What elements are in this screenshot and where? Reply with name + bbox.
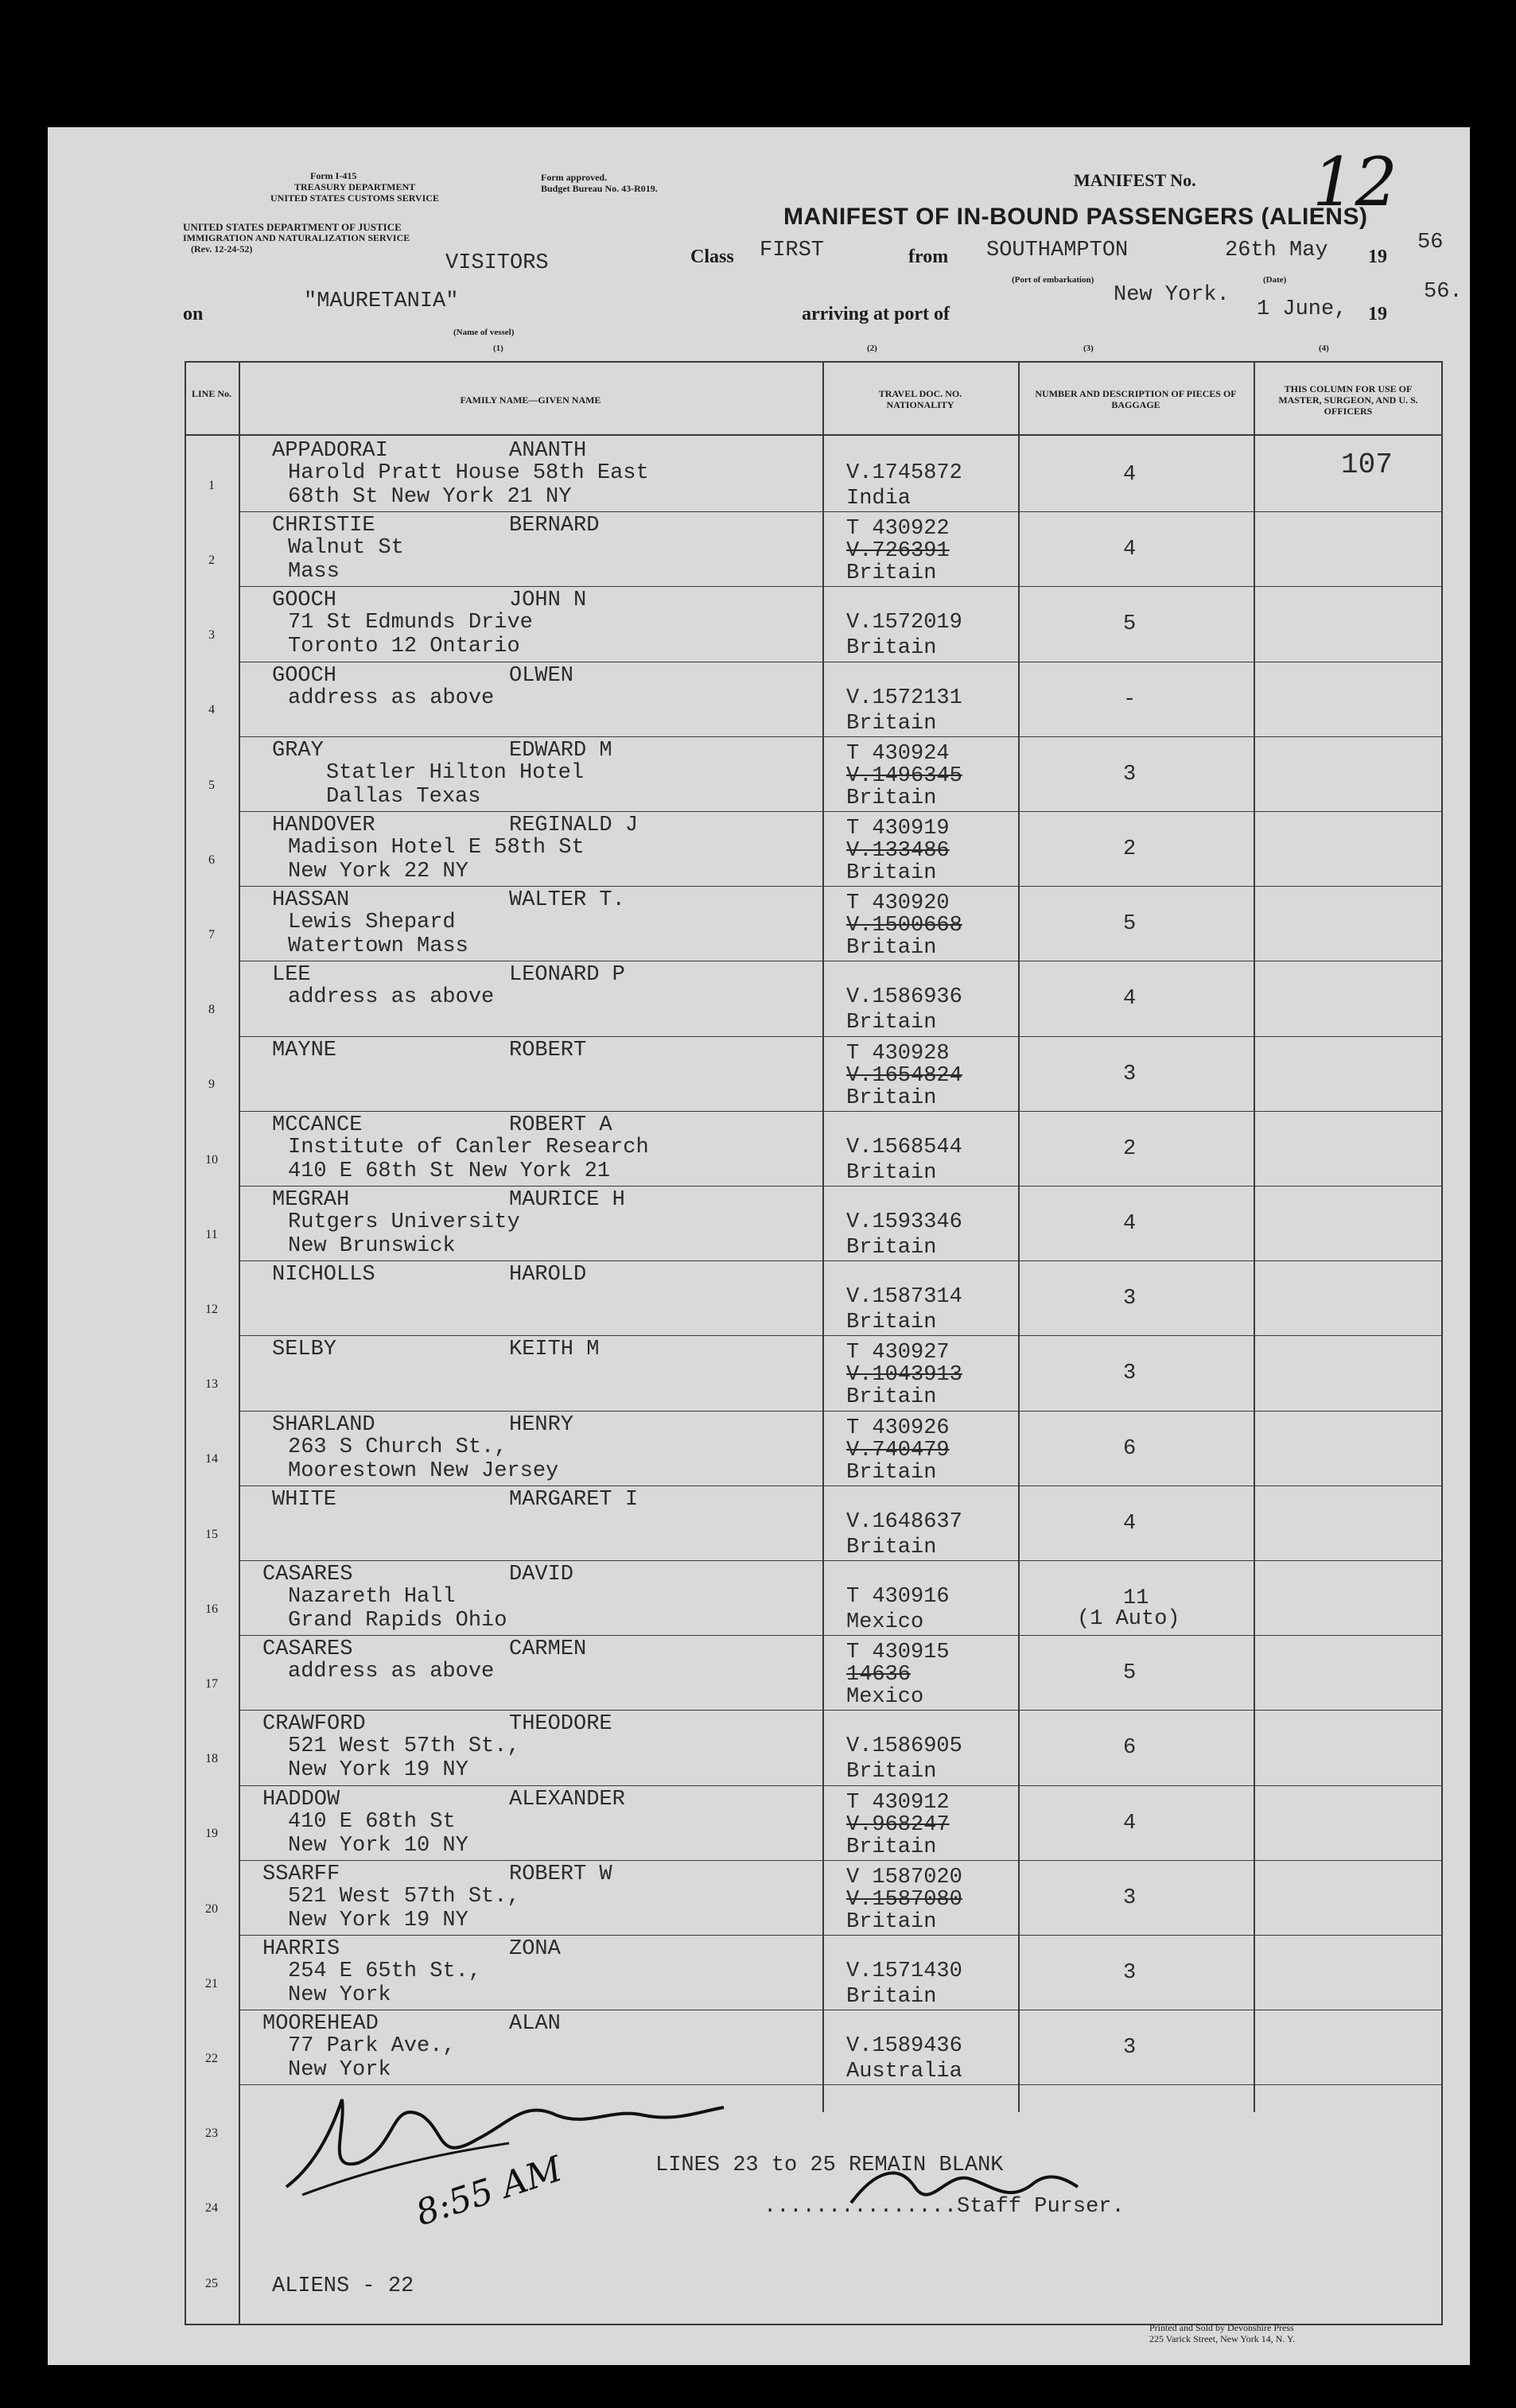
line-number: 14 xyxy=(205,1452,218,1466)
address-line-2: Dallas Texas xyxy=(326,784,481,809)
col-header-name: FAMILY NAME—GIVEN NAME xyxy=(460,394,601,406)
given-name: ROBERT xyxy=(509,1038,587,1062)
baggage-count: 4 xyxy=(1123,987,1137,1012)
date-year: 56 xyxy=(1417,231,1444,254)
line-number: 19 xyxy=(205,1827,218,1841)
address-line-1: Rutgers University xyxy=(288,1210,520,1234)
table-row xyxy=(185,812,1443,887)
table-row xyxy=(185,1486,1443,1561)
address-line-2: Mass xyxy=(288,560,340,585)
given-name: DAVID xyxy=(509,1563,574,1587)
handwritten-time: 8:55 AM xyxy=(410,2148,567,2235)
date-caption: (Date) xyxy=(1263,275,1287,285)
date-year-prefix: 19 xyxy=(1368,247,1387,267)
line-number: 7 xyxy=(208,927,215,942)
nationality: Britain xyxy=(846,936,937,961)
address-line-1: 71 St Edmunds Drive xyxy=(288,611,533,635)
nationality: Britain xyxy=(846,1535,937,1559)
line-number: 20 xyxy=(205,1901,218,1916)
travel-doc-number: T 430919 xyxy=(846,817,950,841)
address-line-1: Madison Hotel E 58th St xyxy=(288,836,585,860)
line-number: 15 xyxy=(205,1527,218,1541)
travel-doc-number: V.1593346 xyxy=(846,1210,962,1234)
family-name: SHARLAND xyxy=(272,1412,375,1437)
table-row xyxy=(185,1412,1443,1486)
given-name: EDWARD M xyxy=(509,738,612,763)
from-value: SOUTHAMPTON xyxy=(986,239,1129,262)
baggage-count: 6 xyxy=(1123,1736,1137,1761)
family-name: MEGRAH xyxy=(272,1188,350,1212)
family-name: HANDOVER xyxy=(272,814,375,837)
line-number: 11 xyxy=(205,1227,218,1241)
table-row xyxy=(185,1261,1443,1336)
address-line-2: New York 10 NY xyxy=(288,1833,468,1858)
given-name: BERNARD xyxy=(509,514,600,538)
travel-doc-number: V 1587020 xyxy=(846,1865,962,1890)
travel-doc-number: V.1745872 xyxy=(846,461,962,485)
address-line-2: New York xyxy=(288,1983,391,2007)
address-line-1: address as above xyxy=(288,1660,495,1684)
table-row xyxy=(185,1786,1443,1861)
table-row xyxy=(185,662,1443,737)
travel-doc-struck: V.968247 xyxy=(846,1812,950,1837)
line-number: 12 xyxy=(205,1302,218,1316)
address-line-2: New York 19 NY xyxy=(288,1908,468,1932)
line-number: 5 xyxy=(208,778,215,792)
nationality: Britain xyxy=(846,1160,937,1185)
nationality: Mexico xyxy=(846,1610,924,1634)
baggage-count: 3 xyxy=(1123,1886,1137,1910)
family-name: HARRIS xyxy=(262,1937,340,1961)
given-name: OLWEN xyxy=(509,663,574,688)
baggage-count: 4 xyxy=(1123,463,1137,487)
col-header-travel: TRAVEL DOC. NO. NATIONALITY xyxy=(878,388,962,410)
baggage-count: 3 xyxy=(1123,1361,1137,1386)
line-number: 2 xyxy=(208,553,215,567)
on-label: on xyxy=(183,304,204,324)
col-header-line-no: LINE No. xyxy=(191,388,231,399)
family-name: HASSAN xyxy=(272,888,350,913)
given-name: HAROLD xyxy=(509,1263,587,1288)
travel-doc-number: T 430915 xyxy=(846,1641,950,1665)
printer-imprint-1: Printed and Sold by Devonshire Press xyxy=(1149,2322,1294,2333)
baggage-count: 4 xyxy=(1123,1511,1137,1536)
travel-doc-struck: 14636 xyxy=(846,1663,912,1688)
nationality: Britain xyxy=(846,1311,937,1335)
address-line-1: Institute of Canler Research xyxy=(288,1135,649,1159)
travel-doc-struck: V.1043913 xyxy=(846,1363,962,1388)
address-line-2: New Brunswick xyxy=(288,1234,456,1258)
nationality: Britain xyxy=(846,711,937,736)
travel-doc-number: T 430920 xyxy=(846,891,950,916)
family-name: GOOCH xyxy=(272,663,337,688)
line-number: 25 xyxy=(205,2276,218,2290)
table-row xyxy=(185,1187,1443,1261)
nationality: Mexico xyxy=(846,1685,924,1710)
dept-customs: UNITED STATES CUSTOMS SERVICE xyxy=(270,192,439,204)
address-line-2: New York xyxy=(288,2058,391,2083)
family-name: CASARES xyxy=(262,1637,353,1662)
line-number: 1 xyxy=(208,478,215,492)
nationality: Britain xyxy=(846,1011,937,1035)
family-name: GOOCH xyxy=(272,588,337,613)
lines-blank-note: LINES 23 to 25 REMAIN BLANK xyxy=(655,2154,1004,2177)
baggage-note: (1 Auto) xyxy=(1077,1607,1180,1631)
address-line-1: Statler Hilton Hotel xyxy=(326,760,585,785)
baggage-count: 3 xyxy=(1123,762,1137,786)
table-row xyxy=(185,1037,1443,1112)
family-name: MOOREHEAD xyxy=(262,2012,379,2037)
manifest-title: MANIFEST OF IN-BOUND PASSENGERS (ALIENS) xyxy=(783,204,1368,230)
baggage-count: 3 xyxy=(1123,2036,1137,2060)
manifest-no-label: MANIFEST No. xyxy=(1074,170,1196,190)
date-value: 26th May xyxy=(1225,239,1328,262)
col-num-1: (1) xyxy=(493,344,503,353)
family-name: WHITE xyxy=(272,1487,337,1512)
address-line-2: Toronto 12 Ontario xyxy=(288,635,520,659)
table-row xyxy=(185,961,1443,1036)
travel-doc-struck: V.726391 xyxy=(846,539,950,564)
table-row xyxy=(185,512,1443,587)
line-number: 21 xyxy=(205,1976,218,1990)
travel-doc-number: V.1572131 xyxy=(846,686,962,710)
address-line-1: 254 E 65th St., xyxy=(288,1959,482,1983)
table-row xyxy=(185,887,1443,961)
family-name: APPADORAI xyxy=(272,439,388,463)
family-name: HADDOW xyxy=(262,1787,340,1812)
arrival-year-prefix: 19 xyxy=(1368,304,1387,324)
given-name: MARGARET I xyxy=(509,1487,639,1512)
aliens-count: ALIENS - 22 xyxy=(272,2274,414,2298)
travel-doc-number: V.1587314 xyxy=(846,1285,962,1310)
family-name: MCCANCE xyxy=(272,1113,363,1137)
table-row xyxy=(185,1561,1443,1636)
address-line-1: 410 E 68th St xyxy=(288,1809,456,1834)
baggage-count: 3 xyxy=(1123,1961,1137,1985)
address-line-2: Grand Rapids Ohio xyxy=(288,1609,507,1633)
given-name: THEODORE xyxy=(509,1712,612,1737)
nationality: Britain xyxy=(846,561,937,586)
family-name: CASARES xyxy=(262,1563,353,1587)
travel-doc-number: T 430926 xyxy=(846,1416,950,1440)
family-name: GRAY xyxy=(272,738,324,763)
from-label: from xyxy=(908,247,949,267)
budget-bureau: Budget Bureau No. 43-R019. xyxy=(541,183,658,194)
form-revision: (Rev. 12-24-52) xyxy=(191,243,253,254)
address-line-2: 410 E 68th St New York 21 xyxy=(288,1159,611,1183)
address-line-1: Walnut St xyxy=(288,536,404,561)
vessel-name: "MAURETANIA" xyxy=(304,289,459,313)
baggage-count: 4 xyxy=(1123,538,1137,562)
baggage-count: 2 xyxy=(1123,1136,1137,1161)
dept-ins: IMMIGRATION AND NATURALIZATION SERVICE xyxy=(183,232,410,243)
address-line-1: address as above xyxy=(288,686,495,710)
table-row xyxy=(185,587,1443,662)
address-line-1: 521 West 57th St., xyxy=(288,1734,520,1759)
nationality: Britain xyxy=(846,1760,937,1785)
dept-justice: UNITED STATES DEPARTMENT OF JUSTICE xyxy=(183,221,402,233)
given-name: ROBERT A xyxy=(509,1113,612,1137)
embark-caption: (Port of embarkation) xyxy=(1012,275,1094,285)
passenger-table xyxy=(185,361,1443,2325)
baggage-count: 6 xyxy=(1123,1436,1137,1461)
purser-signature xyxy=(843,2155,1082,2219)
travel-doc-struck: V.740479 xyxy=(846,1438,950,1462)
table-row xyxy=(185,1711,1443,1785)
baggage-count: 2 xyxy=(1123,837,1137,861)
nationality: Britain xyxy=(846,786,937,810)
nationality: Britain xyxy=(846,1460,937,1485)
given-name: LEONARD P xyxy=(509,963,625,988)
travel-doc-number: T 430912 xyxy=(846,1790,950,1815)
address-line-2: Watertown Mass xyxy=(288,934,468,959)
arrival-date: 1 June, xyxy=(1257,297,1347,321)
nationality: Britain xyxy=(846,1835,937,1859)
baggage-count: 4 xyxy=(1123,1811,1137,1835)
table-row xyxy=(185,1861,1443,1936)
address-line-1: 521 West 57th St., xyxy=(288,1884,520,1909)
line-number: 17 xyxy=(205,1676,218,1691)
baggage-count: 3 xyxy=(1123,1062,1137,1086)
address-line-1: 263 S Church St., xyxy=(288,1435,507,1459)
signature xyxy=(270,2068,732,2203)
col-num-4: (4) xyxy=(1319,344,1329,353)
address-line-1: Lewis Shepard xyxy=(288,911,456,935)
nationality: Britain xyxy=(846,636,937,661)
address-line-1: Harold Pratt House 58th East xyxy=(288,461,649,485)
given-name: REGINALD J xyxy=(509,814,639,837)
printer-imprint-2: 225 Varick Street, New York 14, N. Y. xyxy=(1149,2333,1296,2344)
visitors-label: VISITORS xyxy=(445,251,549,275)
nationality: Britain xyxy=(846,1086,937,1110)
given-name: CARMEN xyxy=(509,1637,587,1662)
nationality: Britain xyxy=(846,1385,937,1410)
line-number: 4 xyxy=(208,703,215,717)
line-number: 22 xyxy=(205,2051,218,2065)
baggage-count: - xyxy=(1123,687,1137,712)
arriving-label: arriving at port of xyxy=(802,304,950,324)
officer-note: 107 xyxy=(1341,449,1393,481)
travel-doc-number: V.1572019 xyxy=(846,611,962,635)
line-number: 24 xyxy=(205,2201,218,2216)
table-row xyxy=(185,737,1443,812)
family-name: NICHOLLS xyxy=(272,1263,375,1288)
class-label: Class xyxy=(690,247,734,267)
line-number: 23 xyxy=(205,2126,218,2141)
nationality: Britain xyxy=(846,861,937,885)
table-row xyxy=(185,1336,1443,1411)
baggage-count: 11 xyxy=(1123,1587,1149,1610)
travel-doc-number: V.1586905 xyxy=(846,1734,962,1759)
travel-doc-number: V.1648637 xyxy=(846,1509,962,1534)
given-name: ROBERT W xyxy=(509,1862,612,1886)
given-name: JOHN N xyxy=(509,588,587,613)
line-number: 13 xyxy=(205,1377,218,1392)
baggage-count: 5 xyxy=(1123,612,1137,637)
staff-purser: ...............Staff Purser. xyxy=(764,2195,1125,2219)
travel-doc-number: T 430916 xyxy=(846,1585,950,1609)
line-number: 8 xyxy=(208,1003,215,1017)
form-number: Form I-415 xyxy=(310,170,357,181)
col-num-3: (3) xyxy=(1083,344,1094,353)
nationality: Britain xyxy=(846,1985,937,2009)
given-name: WALTER T. xyxy=(509,888,625,913)
travel-doc-number: T 430927 xyxy=(846,1341,950,1365)
arrival-year: 56. xyxy=(1424,280,1463,304)
table-row xyxy=(185,2235,1443,2310)
travel-doc-struck: V.1654824 xyxy=(846,1063,962,1088)
table-row xyxy=(185,1636,1443,1711)
nationality: India xyxy=(846,487,912,511)
manifest-no-value: 12 xyxy=(1312,143,1397,221)
given-name: MAURICE H xyxy=(509,1188,625,1212)
travel-doc-struck: V.1500668 xyxy=(846,914,962,938)
nationality: Australia xyxy=(846,2060,962,2084)
baggage-count: 5 xyxy=(1123,912,1137,937)
family-name: SELBY xyxy=(272,1338,337,1362)
travel-doc-number: T 430924 xyxy=(846,741,950,766)
line-number: 9 xyxy=(208,1078,215,1092)
manifest-sheet xyxy=(48,127,1470,2365)
line-number: 16 xyxy=(205,1602,218,1616)
line-number: 18 xyxy=(205,1752,218,1766)
baggage-count: 4 xyxy=(1123,1212,1137,1236)
table-row xyxy=(185,1936,1443,2010)
class-value: FIRST xyxy=(760,239,825,262)
line-number: 10 xyxy=(205,1152,218,1167)
travel-doc-number: V.1586936 xyxy=(846,985,962,1010)
nationality: Britain xyxy=(846,1909,937,1934)
address-line-2: 68th St New York 21 NY xyxy=(288,485,572,509)
baggage-count: 5 xyxy=(1123,1661,1137,1686)
port-value: New York. xyxy=(1114,283,1230,307)
address-line-2: New York 19 NY xyxy=(288,1758,468,1783)
travel-doc-struck: V.1496345 xyxy=(846,763,962,788)
travel-doc-number: V.1571430 xyxy=(846,1959,962,1983)
address-line-1: Nazareth Hall xyxy=(288,1585,456,1609)
family-name: LEE xyxy=(272,963,311,988)
form-approved: Form approved. xyxy=(541,172,608,183)
col-header-baggage: NUMBER AND DESCRIPTION OF PIECES OF BAGGAGE xyxy=(1035,388,1237,410)
address-line-2: Moorestown New Jersey xyxy=(288,1458,559,1483)
address-line-2: New York 22 NY xyxy=(288,860,468,884)
given-name: KEITH M xyxy=(509,1338,600,1362)
travel-doc-number: T 430928 xyxy=(846,1041,950,1066)
family-name: CHRISTIE xyxy=(272,514,375,538)
given-name: HENRY xyxy=(509,1412,574,1437)
family-name: CRAWFORD xyxy=(262,1712,366,1737)
address-line-1: address as above xyxy=(288,985,495,1010)
given-name: ALEXANDER xyxy=(509,1787,625,1812)
dept-treasury: TREASURY DEPARTMENT xyxy=(294,181,416,192)
line-number: 6 xyxy=(208,853,215,867)
given-name: ANANTH xyxy=(509,439,587,463)
nationality: Britain xyxy=(846,1236,937,1260)
family-name: SSARFF xyxy=(262,1862,340,1886)
travel-doc-number: T 430922 xyxy=(846,517,950,542)
baggage-count: 3 xyxy=(1123,1287,1137,1311)
travel-doc-struck: V.133486 xyxy=(846,839,950,863)
line-number: 3 xyxy=(208,628,215,643)
col-num-2: (2) xyxy=(867,344,877,353)
given-name: ZONA xyxy=(509,1937,561,1961)
travel-doc-struck: V.1587080 xyxy=(846,1887,962,1912)
table-row xyxy=(185,1112,1443,1187)
given-name: ALAN xyxy=(509,2012,561,2037)
travel-doc-number: V.1589436 xyxy=(846,2034,962,2059)
address-line-1: 77 Park Ave., xyxy=(288,2034,456,2059)
family-name: MAYNE xyxy=(272,1038,337,1062)
travel-doc-number: V.1568544 xyxy=(846,1135,962,1159)
col-header-officers: THIS COLUMN FOR USE OF MASTER, SURGEON, AND U. S. OFFICERS xyxy=(1278,383,1418,417)
vessel-caption: (Name of vessel) xyxy=(453,328,515,337)
table-row xyxy=(185,437,1443,512)
